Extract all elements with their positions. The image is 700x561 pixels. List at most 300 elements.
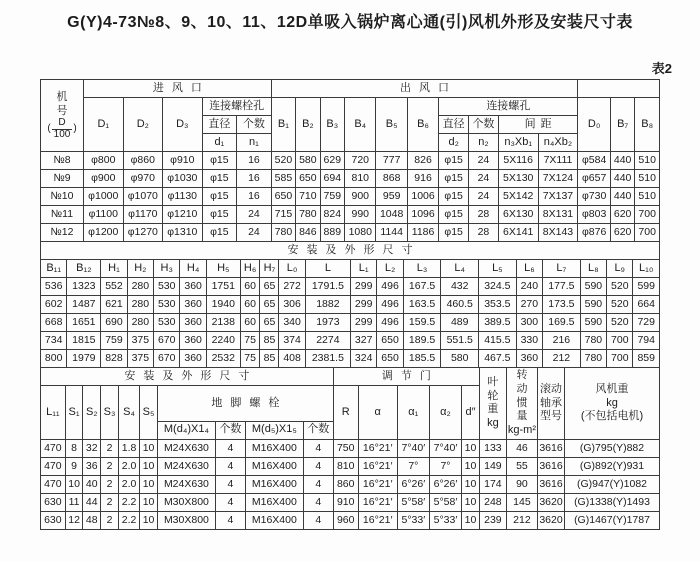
data-cell: 2240 [206,332,240,350]
data-cell: 240 [516,278,542,296]
data-cell: 1815 [67,332,101,350]
data-cell: 248 [479,493,506,511]
data-cell: 159.5 [403,314,441,332]
data-cell: 1.8 [118,439,139,457]
header-cell: α [358,386,397,440]
bolt-holes-header: 连接螺栓孔 [202,98,271,116]
data-cell: 327 [350,332,376,350]
data-cell: 496 [377,296,403,314]
data-cell: 828 [101,350,127,368]
table-row [41,457,660,475]
header-cell: L₄ [441,260,479,278]
header-cell: S₁ [65,386,83,440]
data-cell: 715 [271,206,295,224]
header-cell: B₁₂ [67,260,101,278]
header-cell: L [305,260,350,278]
data-cell: 630 [41,511,66,529]
data-cell: 374 [279,332,305,350]
data-cell: φ15 [439,170,469,188]
table-row [41,332,660,350]
impeller-weight-header: 叶 轮 重 kg [479,368,506,440]
data-cell: 299 [350,314,376,332]
data-cell: 65 [260,278,279,296]
data-cell: 28 [469,224,499,242]
data-cell: 270 [516,296,542,314]
data-cell: 520 [607,296,633,314]
data-cell: 759 [320,188,344,206]
header-cell: 个数 [469,116,499,134]
header-cell: 直径 [439,116,469,134]
header-cell: L₈ [580,260,606,278]
data-cell: 800 [41,350,67,368]
data-cell: 7X124 [538,170,578,188]
data-cell: 496 [377,314,403,332]
data-cell: 1979 [67,350,101,368]
data-cell: 510 [635,152,660,170]
data-cell: 536 [41,278,67,296]
data-cell: φ1200 [84,224,124,242]
header-cell: L₉ [607,260,633,278]
data-cell: 720 [345,152,376,170]
data-cell: 859 [633,350,660,368]
install-dims-header: 安装及外形尺寸 [41,242,660,260]
table-row [41,206,660,224]
install-dims-header-2: 安装及外形尺寸 [41,368,334,386]
data-cell: 824 [320,206,344,224]
data-cell: φ657 [578,170,611,188]
data-cell: φ15 [439,224,469,242]
header-cell: H₂ [127,260,153,278]
data-cell: 280 [127,278,153,296]
data-cell: M16X400 [245,439,303,457]
header-cell: n₄Xb₂ [538,134,578,152]
data-cell: 28 [469,206,499,224]
data-cell: 330 [516,332,542,350]
data-cell: 1487 [67,296,101,314]
data-cell: 4 [303,475,333,493]
data-cell: φ1030 [163,170,203,188]
data-cell: 440 [610,152,634,170]
data-cell: φ1000 [84,188,124,206]
header-cell: R [333,386,358,440]
data-cell: M16X400 [245,511,303,529]
header-cell: 个数 [215,421,245,439]
header-cell: M(d₅)X1₅ [245,421,303,439]
header-cell: H₅ [206,260,240,278]
data-cell: 2 [101,493,119,511]
data-cell: 10 [462,493,480,511]
header-cell: H₄ [180,260,206,278]
data-cell: 530 [154,278,180,296]
data-cell: 24 [237,206,272,224]
data-cell: 10 [462,457,480,475]
data-cell: 44 [83,493,101,511]
header-cell: M(d₄)X1₄ [157,421,215,439]
data-cell: 32 [83,439,101,457]
data-cell: M16X400 [245,493,303,511]
table-number-label: 表2 [651,61,672,76]
data-cell: 777 [376,152,407,170]
data-cell: 2532 [206,350,240,368]
page-title: G(Y)4-73№8、9、10、11、12D单吸入锅炉离心通(引)风机外形及安装尺寸表 [67,14,633,31]
data-cell: 55 [506,457,537,475]
data-cell: φ860 [123,152,163,170]
data-cell: 299 [350,296,376,314]
data-cell: 650 [296,170,320,188]
data-cell: 6°26′ [429,475,461,493]
data-cell: 710 [296,188,320,206]
data-cell: 734 [41,332,67,350]
anchor-bolt-header: 地脚螺栓 [157,386,333,422]
data-cell: 1751 [206,278,240,296]
data-cell: 10 [140,511,158,529]
data-cell: φ876 [578,224,611,242]
data-cell: 551.5 [441,332,479,350]
data-cell: 510 [635,170,660,188]
data-cell: 375 [127,332,153,350]
data-cell: 580 [441,350,479,368]
data-cell: φ15 [439,152,469,170]
data-cell: 185.5 [403,350,441,368]
header-cell: B₁₁ [41,260,67,278]
data-cell: 48 [83,511,101,529]
header-cell: n₃Xb₁ [498,134,538,152]
data-cell: 75 [240,350,260,368]
data-cell: 590 [580,314,606,332]
data-cell: 16°21′ [358,493,397,511]
data-cell: 1144 [376,224,407,242]
data-cell: №11 [41,206,84,224]
data-cell: 415.5 [479,332,517,350]
data-cell: 16 [237,170,272,188]
data-cell: 16 [237,152,272,170]
data-cell: 7° [397,457,429,475]
header-cell: D₃ [163,98,203,152]
data-cell: 8X131 [538,206,578,224]
data-cell: 620 [610,206,634,224]
installation-dimensions-table [40,241,660,368]
data-cell: 530 [154,314,180,332]
data-cell: 759 [101,332,127,350]
header-cell: S₂ [83,386,101,440]
data-cell: φ1210 [163,206,203,224]
header-cell: B₈ [635,98,660,152]
data-cell: 552 [101,278,127,296]
data-cell: 2381.5 [305,350,350,368]
data-cell: 65 [260,296,279,314]
data-cell: 440 [610,188,634,206]
data-cell: 16°21′ [358,439,397,457]
data-cell: 212 [543,350,581,368]
data-cell: 467.5 [479,350,517,368]
data-cell: 12 [65,511,83,529]
header-cell: H₇ [260,260,279,278]
data-cell: 826 [407,152,438,170]
data-cell: (G)1467(Y)1787 [565,511,660,529]
data-cell: φ15 [202,188,237,206]
data-cell: M24X630 [157,439,215,457]
data-cell: 272 [279,278,305,296]
data-cell: 3616 [538,475,565,493]
data-cell: 729 [633,314,660,332]
header-cell: H₃ [154,260,180,278]
data-cell: 10 [140,439,158,457]
header-cell: B₇ [610,98,634,152]
data-cell: 6X130 [498,206,538,224]
data-cell: №8 [41,152,84,170]
data-cell: 668 [41,314,67,332]
data-cell: 10 [462,511,480,529]
data-cell: 2.0 [118,457,139,475]
data-cell: 306 [279,296,305,314]
data-cell: φ15 [439,188,469,206]
data-cell: 10 [65,475,83,493]
data-cell: 4 [303,493,333,511]
data-cell: φ970 [123,170,163,188]
table-row [41,170,660,188]
data-cell: 489 [441,314,479,332]
data-cell: №12 [41,224,84,242]
data-cell: 167.5 [403,278,441,296]
header-cell: D₂ [123,98,163,152]
data-cell: 360 [180,278,206,296]
data-cell: 5°58′ [397,493,429,511]
data-cell: φ1310 [163,224,203,242]
data-cell: 1940 [206,296,240,314]
table-row [41,511,660,529]
table-row [41,278,660,296]
data-cell: 1323 [67,278,101,296]
data-cell: φ1100 [84,206,124,224]
data-cell: 1080 [345,224,376,242]
data-cell: 4 [215,511,245,529]
data-cell: 650 [377,332,403,350]
data-cell: 145 [506,493,537,511]
data-cell: (G)795(Y)882 [565,439,660,457]
data-cell: M24X630 [157,475,215,493]
data-cell: φ584 [578,152,611,170]
data-cell: 299 [350,278,376,296]
data-cell: 353.5 [479,296,517,314]
data-cell: 7°40′ [429,439,461,457]
data-cell: 8 [65,439,83,457]
damper-header: 调节门 [333,368,479,386]
data-cell: 60 [240,314,260,332]
data-cell: 5°33′ [429,511,461,529]
data-cell: 280 [127,296,153,314]
data-cell: 212 [506,511,537,529]
fan-weight-header: 风机重 kg (不包括电机) [565,368,660,440]
data-cell: 169.5 [543,314,581,332]
data-cell: 360 [516,350,542,368]
blank-header [578,80,660,98]
data-cell: 780 [580,350,606,368]
header-cell: L₅ [479,260,517,278]
data-cell: 4 [215,439,245,457]
header-cell: n₁ [237,134,272,152]
data-cell: 650 [271,188,295,206]
data-cell: 36 [83,457,101,475]
fan-size-header: 机 号 ( $\frac{D}{100}$ ) [41,80,84,152]
data-cell: 360 [180,350,206,368]
data-cell: 4 [215,493,245,511]
data-cell: №10 [41,188,84,206]
data-cell: 4 [303,511,333,529]
data-cell: 599 [633,278,660,296]
data-cell: 520 [271,152,295,170]
data-cell: 4 [303,457,333,475]
data-cell: 5X142 [498,188,538,206]
data-cell: 40 [83,475,101,493]
data-cell: 5X130 [498,170,538,188]
data-cell: 60 [240,278,260,296]
table-row [41,224,660,242]
data-cell: 690 [101,314,127,332]
data-cell: 496 [377,278,403,296]
header-cell: S₄ [118,386,139,440]
header-cell: B₁ [271,98,295,152]
data-cell: 780 [296,206,320,224]
data-cell: 4 [303,439,333,457]
data-cell: 530 [154,296,180,314]
data-cell: 7X137 [538,188,578,206]
data-cell: 1973 [305,314,350,332]
data-cell: 239 [479,511,506,529]
data-cell: 360 [180,296,206,314]
data-cell: φ730 [578,188,611,206]
data-cell: 10 [140,475,158,493]
data-cell: (G)947(Y)1082 [565,475,660,493]
data-cell: 16°21′ [358,511,397,529]
data-cell: 4 [215,457,245,475]
screw-holes-header: 连接螺孔 [439,98,578,116]
installation-outline-dimensions-grid [40,241,660,368]
header-cell: L₀ [279,260,305,278]
table-row [41,188,660,206]
data-cell: 602 [41,296,67,314]
data-cell: φ1130 [163,188,203,206]
data-cell: 750 [333,439,358,457]
data-cell: 149 [479,457,506,475]
data-cell: 189.5 [403,332,441,350]
data-cell: (G)1338(Y)1493 [565,493,660,511]
data-cell: 2 [101,475,119,493]
header-cell: S₃ [101,386,119,440]
header-cell: d″ [462,386,480,440]
data-cell: φ1070 [123,188,163,206]
data-cell: 46 [506,439,537,457]
header-cell: D₀ [578,98,611,152]
data-cell: 24 [469,188,499,206]
data-cell: 24 [469,152,499,170]
data-cell: 360 [180,332,206,350]
header-cell: L₁ [350,260,376,278]
header-cell: 个数 [303,421,333,439]
data-cell: 3616 [538,439,565,457]
header-cell: L₂ [377,260,403,278]
data-cell: 1096 [407,206,438,224]
data-cell: №9 [41,170,84,188]
header-cell: α₂ [429,386,461,440]
data-cell: 794 [633,332,660,350]
header-cell: H₆ [240,260,260,278]
inlet-outlet-table [40,79,660,242]
data-cell: 630 [41,493,66,511]
data-cell: 5X116 [498,152,538,170]
data-cell: 520 [607,278,633,296]
table-row [41,314,660,332]
data-cell: 810 [345,170,376,188]
header-cell: B₃ [320,98,344,152]
data-cell: 177.5 [543,278,581,296]
foundation-damper-weights-grid [40,367,660,530]
foundation-damper-table [40,367,660,530]
data-cell: 700 [635,224,660,242]
data-cell: 280 [127,314,153,332]
data-cell: 10 [140,493,158,511]
data-cell: 2.2 [118,511,139,529]
data-cell: 10 [462,475,480,493]
data-cell: 24 [469,170,499,188]
header-cell: α₁ [397,386,429,440]
data-cell: 580 [296,152,320,170]
data-cell: 16°21′ [358,475,397,493]
data-cell: 85 [260,350,279,368]
data-cell: 389.5 [479,314,517,332]
data-cell: 408 [279,350,305,368]
header-cell: D₁ [84,98,124,152]
data-cell: 620 [610,224,634,242]
data-cell: φ15 [202,152,237,170]
data-cell: 7° [429,457,461,475]
data-cell: 780 [580,332,606,350]
inlet-outlet-dimensions-grid [40,79,660,242]
data-cell: 163.5 [403,296,441,314]
data-cell: 432 [441,278,479,296]
data-cell: 6X141 [498,224,538,242]
data-cell: 650 [377,350,403,368]
data-cell: 810 [333,457,358,475]
data-cell: 780 [271,224,295,242]
data-cell: 5°33′ [397,511,429,529]
header-cell: 直径 [202,116,237,134]
data-cell: 590 [580,296,606,314]
data-cell: 2 [101,457,119,475]
data-cell: (G)892(Y)931 [565,457,660,475]
data-cell: 460.5 [441,296,479,314]
data-cell: 1186 [407,224,438,242]
header-cell: L₆ [516,260,542,278]
header-cell: L₁₀ [633,260,660,278]
table-row [41,152,660,170]
data-cell: φ803 [578,206,611,224]
data-cell: 700 [607,332,633,350]
data-cell: φ1270 [123,224,163,242]
data-cell: 960 [333,511,358,529]
data-cell: 375 [127,350,153,368]
data-cell: 10 [140,457,158,475]
data-cell: φ1170 [123,206,163,224]
data-cell: 916 [407,170,438,188]
data-cell: 590 [580,278,606,296]
data-cell: 440 [610,170,634,188]
data-cell: 85 [260,332,279,350]
data-cell: 670 [154,332,180,350]
table-row [41,350,660,368]
data-cell: 340 [279,314,305,332]
data-cell: 9 [65,457,83,475]
data-cell: 868 [376,170,407,188]
